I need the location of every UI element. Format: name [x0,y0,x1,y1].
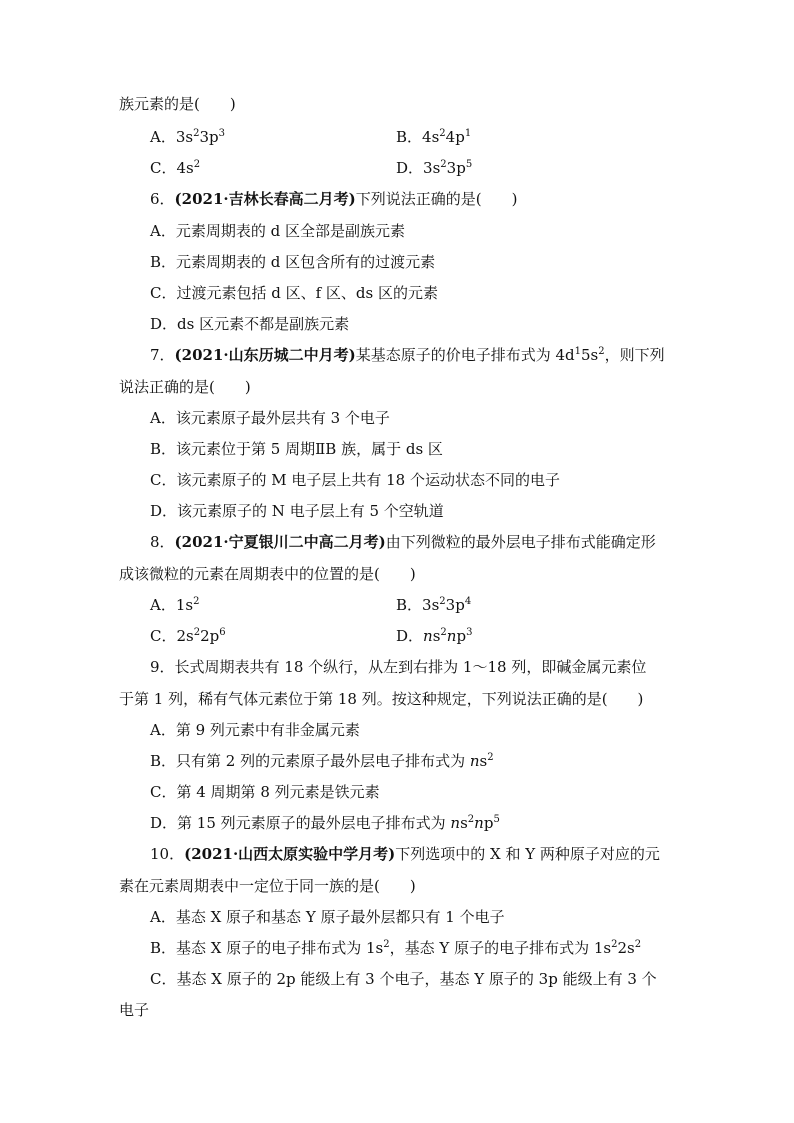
q5-stem-tail: 族元素的是( ) [119,95,236,113]
q7-stem-cont: 说法正确的是( ) [119,378,251,396]
q8-option-a: A．$1s^2$ [150,596,200,614]
q5-option-a: A．$3s^23p^3$ [150,128,225,146]
q8-stem: 8．(2021·宁夏银川二中高二月考)由下列微粒的最外层电子排布式能确定形 [150,533,656,551]
q7-stem: 7．(2021·山东历城二中月考)某基态原子的价电子排布式为 $4d^15s^2$，则下列 [150,346,665,364]
q10-option-a: A．基态 X 原子和基态 Y 原子最外层都只有 1 个电子 [150,908,505,926]
q7-option-a: A．该元素原子最外层共有 3 个电子 [150,409,390,427]
q10-option-c-cont: 电子 [119,1001,150,1019]
q7-source: (2021·山东历城二中月考) [174,346,356,364]
q6-stem: 6．(2021·吉林长春高二月考)下列说法正确的是( ) [150,190,518,208]
q7-option-b: B．该元素位于第 5 周期ⅡB 族，属于 ds 区 [150,440,443,458]
q5-option-b-formula: $4s^24p^1$ [422,128,472,146]
q8-stem-cont: 成该微粒的元素在周期表中的位置的是( ) [119,565,416,583]
q6-option-a: A．元素周期表的 d 区全部是副族元素 [150,222,405,240]
q5-option-c: C．$4s^2$ [150,159,201,177]
q7-option-d: D．该元素原子的 N 电子层上有 5 个空轨道 [150,502,444,520]
q6-option-c: C．过渡元素包括 d 区、f 区、ds 区的元素 [150,284,439,302]
q5-option-d-formula: $3s^23p^5$ [423,159,473,177]
q9-option-d: D．第 15 列元素原子的最外层电子排布式为 $ns^2np^5$ [150,814,500,832]
q9-stem-cont: 于第 1 列，稀有气体元素位于第 18 列。按这种规定，下列说法正确的是( ) [119,690,644,708]
q6-source: (2021·吉林长春高二月考) [174,190,356,208]
q10-stem: 10．(2021·山西太原实验中学月考)下列选项中的 X 和 Y 两种原子对应的元 [150,845,660,863]
q8-option-c: C．$2s^22p^6$ [150,627,226,645]
q9-stem: 9．长式周期表共有 18 个纵行，从左到右排为 1～18 列，即碱金属元素位 [150,658,647,676]
q10-option-c: C．基态 X 原子的 2p 能级上有 3 个电子，基态 Y 原子的 3p 能级上有 3 个 [150,970,657,988]
q9-option-b: B．只有第 2 列的元素原子最外层电子排布式为 $ns^2$ [150,752,494,770]
q5-option-a-formula: $3s^23p^3$ [175,128,225,146]
q5-option-b: B．$4s^24p^1$ [396,128,472,146]
q6-option-b: B．元素周期表的 d 区包含所有的过渡元素 [150,253,436,271]
q5-option-d: D．$3s^23p^5$ [396,159,473,177]
q8-option-b: B．$3s^23p^4$ [396,596,472,614]
q6-option-d: D．ds 区元素不都是副族元素 [150,315,350,333]
q10-source: (2021·山西太原实验中学月考) [184,845,396,863]
q9-option-c: C．第 4 周期第 8 列元素是铁元素 [150,783,380,801]
q7-option-c: C．该元素原子的 M 电子层上共有 18 个运动状态不同的电子 [150,471,560,489]
q10-stem-cont: 素在元素周期表中一定位于同一族的是( ) [119,877,416,895]
q9-option-a: A．第 9 列元素中有非金属元素 [150,721,360,739]
q5-option-c-formula: $4s^2$ [176,159,201,177]
q10-option-b: B．基态 X 原子的电子排布式为 $1s^2$，基态 Y 原子的电子排布式为 $1s^22s^2$ [150,939,642,957]
q8-source: (2021·宁夏银川二中高二月考) [174,533,386,551]
q8-option-d: D．$ns^2np^3$ [396,627,473,645]
